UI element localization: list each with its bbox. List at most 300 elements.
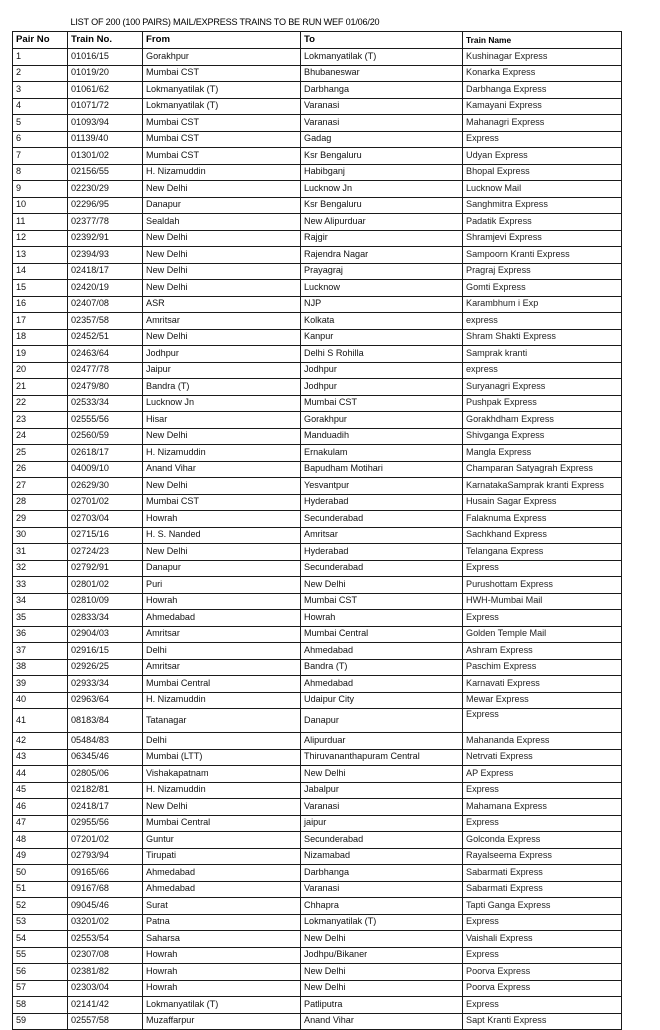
cell-pair-no: 55 [13, 947, 68, 964]
cell-from: Muzaffarpur [143, 1013, 301, 1030]
table-row [13, 997, 622, 1014]
cell-train-name: Mewar Express [463, 692, 622, 709]
train-list-table [12, 14, 622, 1030]
cell-train-name: Express [463, 709, 622, 733]
cell-train-name: Ashram Express [463, 643, 622, 660]
cell-train-no: 01019/20 [68, 65, 143, 82]
cell-pair-no: 52 [13, 898, 68, 915]
cell-pair-no: 44 [13, 766, 68, 783]
cell-from: Howrah [143, 947, 301, 964]
cell-train-name: Express [463, 131, 622, 148]
cell-pair-no: 23 [13, 412, 68, 429]
cell-pair-no: 56 [13, 964, 68, 981]
cell-pair-no: 11 [13, 214, 68, 231]
cell-train-name: Poorva Express [463, 980, 622, 997]
cell-pair-no: 42 [13, 733, 68, 750]
table-row [13, 643, 622, 660]
cell-to: Kanpur [301, 329, 463, 346]
cell-to: Darbhanga [301, 82, 463, 99]
cell-train-name: Darbhanga Express [463, 82, 622, 99]
cell-to: Rajendra Nagar [301, 247, 463, 264]
table-row [13, 428, 622, 445]
cell-to: Varanasi [301, 799, 463, 816]
cell-from: Amritsar [143, 313, 301, 330]
cell-from: Puri [143, 577, 301, 594]
cell-train-name: Husain Sagar Express [463, 494, 622, 511]
cell-train-no: 02182/81 [68, 782, 143, 799]
cell-to: Varanasi [301, 98, 463, 115]
cell-pair-no: 41 [13, 709, 68, 733]
cell-from: H. Nizamuddin [143, 782, 301, 799]
cell-to: Alipurduar [301, 733, 463, 750]
cell-from: Danapur [143, 560, 301, 577]
table-row [13, 494, 622, 511]
cell-train-name: Golden Temple Mail [463, 626, 622, 643]
cell-train-name: AP Express [463, 766, 622, 783]
cell-train-name: Sapt Kranti Express [463, 1013, 622, 1030]
table-row [13, 898, 622, 915]
cell-pair-no: 1 [13, 49, 68, 66]
cell-train-no: 02377/78 [68, 214, 143, 231]
table-row [13, 362, 622, 379]
cell-pair-no: 40 [13, 692, 68, 709]
cell-from: Ahmedabad [143, 881, 301, 898]
cell-train-name: Express [463, 782, 622, 799]
cell-from: New Delhi [143, 478, 301, 495]
cell-to: Nizamabad [301, 848, 463, 865]
cell-train-no: 09045/46 [68, 898, 143, 915]
cell-train-no: 09167/68 [68, 881, 143, 898]
cell-pair-no: 15 [13, 280, 68, 297]
table-row [13, 881, 622, 898]
table-row [13, 131, 622, 148]
cell-to: Bhubaneswar [301, 65, 463, 82]
cell-pair-no: 32 [13, 560, 68, 577]
cell-to: Amritsar [301, 527, 463, 544]
cell-from: Delhi [143, 733, 301, 750]
cell-to: Ernakulam [301, 445, 463, 462]
cell-pair-no: 38 [13, 659, 68, 676]
cell-pair-no: 49 [13, 848, 68, 865]
cell-to: Darbhanga [301, 865, 463, 882]
cell-from: New Delhi [143, 280, 301, 297]
cell-pair-no: 51 [13, 881, 68, 898]
cell-train-no: 02307/08 [68, 947, 143, 964]
cell-pair-no: 8 [13, 164, 68, 181]
table-row [13, 412, 622, 429]
cell-from: New Delhi [143, 230, 301, 247]
cell-train-no: 02420/19 [68, 280, 143, 297]
cell-pair-no: 30 [13, 527, 68, 544]
cell-train-no: 02407/08 [68, 296, 143, 313]
cell-train-name: HWH-Mumbai Mail [463, 593, 622, 610]
cell-from: Tirupati [143, 848, 301, 865]
cell-from: Patna [143, 914, 301, 931]
cell-to: NJP [301, 296, 463, 313]
cell-train-no: 02533/34 [68, 395, 143, 412]
cell-train-no: 04009/10 [68, 461, 143, 478]
cell-from: Bandra (T) [143, 379, 301, 396]
cell-to: Gadag [301, 131, 463, 148]
cell-pair-no: 28 [13, 494, 68, 511]
table-row [13, 181, 622, 198]
column-header-pair-no: Pair No [13, 32, 68, 49]
cell-to: Lucknow Jn [301, 181, 463, 198]
cell-train-name: Gorakhdham Express [463, 412, 622, 429]
cell-train-name: Paschim Express [463, 659, 622, 676]
cell-pair-no: 4 [13, 98, 68, 115]
cell-pair-no: 48 [13, 832, 68, 849]
cell-to: Prayagraj [301, 263, 463, 280]
cell-train-name: Sanghmitra Express [463, 197, 622, 214]
cell-from: Mumbai Central [143, 676, 301, 693]
cell-from: Lucknow Jn [143, 395, 301, 412]
table-row [13, 527, 622, 544]
table-row [13, 931, 622, 948]
table-row [13, 610, 622, 627]
cell-pair-no: 54 [13, 931, 68, 948]
cell-from: Sealdah [143, 214, 301, 231]
table-row [13, 49, 622, 66]
cell-from: Vishakapatnam [143, 766, 301, 783]
table-row [13, 379, 622, 396]
cell-pair-no: 16 [13, 296, 68, 313]
cell-to: New Delhi [301, 931, 463, 948]
cell-from: Danapur [143, 197, 301, 214]
cell-train-name: Falaknuma Express [463, 511, 622, 528]
cell-train-name: Udyan Express [463, 148, 622, 165]
cell-train-no: 02933/34 [68, 676, 143, 693]
cell-pair-no: 3 [13, 82, 68, 99]
cell-to: Bandra (T) [301, 659, 463, 676]
cell-train-name: Poorva Express [463, 964, 622, 981]
cell-to: Secunderabad [301, 511, 463, 528]
cell-from: Mumbai CST [143, 148, 301, 165]
cell-train-name: Shram Shakti Express [463, 329, 622, 346]
cell-train-name: Sabarmati Express [463, 881, 622, 898]
document-title: LIST OF 200 (100 PAIRS) MAIL/EXPRESS TRAINS TO BE RUN WEF 01/06/20 [70, 16, 380, 27]
table-row [13, 947, 622, 964]
cell-train-name: Champaran Satyagrah Express [463, 461, 622, 478]
cell-to: Mumbai Central [301, 626, 463, 643]
cell-train-no: 02715/16 [68, 527, 143, 544]
cell-to: New Delhi [301, 964, 463, 981]
table-row [13, 676, 622, 693]
cell-pair-no: 26 [13, 461, 68, 478]
table-row [13, 815, 622, 832]
table-row [13, 164, 622, 181]
cell-train-name: Mahananda Express [463, 733, 622, 750]
cell-train-name: Golconda Express [463, 832, 622, 849]
cell-from: Lokmanyatilak (T) [143, 82, 301, 99]
cell-train-name: Karnavati Express [463, 676, 622, 693]
cell-train-no: 02724/23 [68, 544, 143, 561]
cell-train-no: 02296/95 [68, 197, 143, 214]
cell-from: Mumbai CST [143, 65, 301, 82]
cell-pair-no: 50 [13, 865, 68, 882]
cell-train-no: 02392/91 [68, 230, 143, 247]
cell-pair-no: 36 [13, 626, 68, 643]
cell-train-no: 02394/93 [68, 247, 143, 264]
cell-train-no: 01061/62 [68, 82, 143, 99]
cell-train-no: 02156/55 [68, 164, 143, 181]
cell-from: Ahmedabad [143, 610, 301, 627]
cell-from: New Delhi [143, 428, 301, 445]
cell-train-name: Sampoorn Kranti Express [463, 247, 622, 264]
cell-to: Howrah [301, 610, 463, 627]
table-row [13, 214, 622, 231]
cell-from: New Delhi [143, 799, 301, 816]
cell-to: Lokmanyatilak (T) [301, 914, 463, 931]
cell-pair-no: 46 [13, 799, 68, 816]
title-blank-cell [13, 14, 68, 32]
cell-train-name: Suryanagri Express [463, 379, 622, 396]
cell-train-no: 02916/15 [68, 643, 143, 660]
cell-pair-no: 6 [13, 131, 68, 148]
table-row [13, 296, 622, 313]
cell-train-name: Mangla Express [463, 445, 622, 462]
table-row [13, 799, 622, 816]
cell-to: Yesvantpur [301, 478, 463, 495]
cell-pair-no: 29 [13, 511, 68, 528]
cell-pair-no: 19 [13, 346, 68, 363]
cell-train-no: 02955/56 [68, 815, 143, 832]
table-row [13, 733, 622, 750]
cell-from: H. Nizamuddin [143, 445, 301, 462]
cell-train-name: Kamayani Express [463, 98, 622, 115]
cell-train-name: Express [463, 914, 622, 931]
cell-pair-no: 31 [13, 544, 68, 561]
table-row [13, 115, 622, 132]
cell-train-no: 02904/03 [68, 626, 143, 643]
cell-train-name: Vaishali Express [463, 931, 622, 948]
cell-to: Jodhpur [301, 379, 463, 396]
cell-train-no: 02463/64 [68, 346, 143, 363]
table-row [13, 914, 622, 931]
table-row [13, 247, 622, 264]
cell-train-name: express [463, 362, 622, 379]
cell-pair-no: 35 [13, 610, 68, 627]
table-row [13, 782, 622, 799]
cell-to: Bapudham Motihari [301, 461, 463, 478]
table-row [13, 560, 622, 577]
table-row [13, 692, 622, 709]
cell-from: H. Nizamuddin [143, 692, 301, 709]
table-row [13, 197, 622, 214]
table-row [13, 848, 622, 865]
cell-to: Ksr Bengaluru [301, 197, 463, 214]
cell-to: Ahmedabad [301, 676, 463, 693]
column-header-train-name: Train Name [463, 32, 622, 49]
cell-from: ASR [143, 296, 301, 313]
cell-pair-no: 9 [13, 181, 68, 198]
cell-train-no: 09165/66 [68, 865, 143, 882]
cell-pair-no: 34 [13, 593, 68, 610]
cell-pair-no: 2 [13, 65, 68, 82]
cell-to: Secunderabad [301, 560, 463, 577]
cell-from: Howrah [143, 511, 301, 528]
cell-to: Rajgir [301, 230, 463, 247]
cell-pair-no: 22 [13, 395, 68, 412]
cell-to: Gorakhpur [301, 412, 463, 429]
cell-train-name: Express [463, 947, 622, 964]
cell-train-name: Tapti Ganga Express [463, 898, 622, 915]
cell-from: Surat [143, 898, 301, 915]
cell-to: Varanasi [301, 115, 463, 132]
cell-pair-no: 43 [13, 749, 68, 766]
table-row [13, 98, 622, 115]
cell-to: Thiruvananthapuram Central [301, 749, 463, 766]
table-row [13, 964, 622, 981]
cell-train-no: 01016/15 [68, 49, 143, 66]
column-header-from: From [143, 32, 301, 49]
cell-pair-no: 24 [13, 428, 68, 445]
cell-train-name: Pragraj Express [463, 263, 622, 280]
cell-from: Lokmanyatilak (T) [143, 997, 301, 1014]
table-row [13, 263, 622, 280]
cell-pair-no: 59 [13, 1013, 68, 1030]
cell-train-no: 02303/04 [68, 980, 143, 997]
cell-to: Mumbai CST [301, 395, 463, 412]
cell-to: jaipur [301, 815, 463, 832]
cell-train-name: Bhopal Express [463, 164, 622, 181]
cell-from: Howrah [143, 964, 301, 981]
cell-train-no: 03201/02 [68, 914, 143, 931]
cell-train-name: Konarka Express [463, 65, 622, 82]
cell-train-no: 02560/59 [68, 428, 143, 445]
cell-to: Jabalpur [301, 782, 463, 799]
cell-pair-no: 47 [13, 815, 68, 832]
cell-train-no: 02418/17 [68, 263, 143, 280]
cell-train-name: express [463, 313, 622, 330]
cell-from: New Delhi [143, 329, 301, 346]
cell-train-no: 01093/94 [68, 115, 143, 132]
cell-train-name: Express [463, 560, 622, 577]
cell-from: H. Nizamuddin [143, 164, 301, 181]
cell-train-no: 02805/06 [68, 766, 143, 783]
cell-train-no: 02381/82 [68, 964, 143, 981]
cell-pair-no: 20 [13, 362, 68, 379]
table-row [13, 1013, 622, 1030]
cell-train-name: Rayalseema Express [463, 848, 622, 865]
cell-from: Lokmanyatilak (T) [143, 98, 301, 115]
cell-pair-no: 18 [13, 329, 68, 346]
column-header-train-no: Train No. [68, 32, 143, 49]
cell-from: H. S. Nanded [143, 527, 301, 544]
cell-train-name: Sabarmati Express [463, 865, 622, 882]
cell-from: Amritsar [143, 659, 301, 676]
cell-train-no: 02963/64 [68, 692, 143, 709]
cell-pair-no: 27 [13, 478, 68, 495]
cell-from: Howrah [143, 980, 301, 997]
cell-to: Chhapra [301, 898, 463, 915]
cell-train-no: 02555/56 [68, 412, 143, 429]
cell-pair-no: 37 [13, 643, 68, 660]
cell-train-name: Purushottam Express [463, 577, 622, 594]
cell-to: Hyderabad [301, 494, 463, 511]
cell-pair-no: 13 [13, 247, 68, 264]
cell-train-name: KarnatakaSamprak kranti Express [463, 478, 622, 495]
cell-from: Mumbai CST [143, 131, 301, 148]
cell-to: Ksr Bengaluru [301, 148, 463, 165]
table-row [13, 659, 622, 676]
cell-from: New Delhi [143, 181, 301, 198]
column-header-to: To [301, 32, 463, 49]
cell-train-no: 02553/54 [68, 931, 143, 948]
cell-train-no: 02230/29 [68, 181, 143, 198]
table-row [13, 766, 622, 783]
title-row [13, 14, 622, 32]
cell-to: Lucknow [301, 280, 463, 297]
table-row [13, 65, 622, 82]
table-row [13, 280, 622, 297]
cell-from: Mumbai CST [143, 494, 301, 511]
cell-to: New Alipurduar [301, 214, 463, 231]
cell-to: Varanasi [301, 881, 463, 898]
cell-train-name: Express [463, 997, 622, 1014]
cell-from: New Delhi [143, 247, 301, 264]
cell-from: Delhi [143, 643, 301, 660]
cell-train-name: Pushpak Express [463, 395, 622, 412]
cell-train-name: Shramjevi Express [463, 230, 622, 247]
cell-pair-no: 58 [13, 997, 68, 1014]
cell-train-name: Express [463, 610, 622, 627]
cell-train-no: 02792/91 [68, 560, 143, 577]
cell-from: Jaipur [143, 362, 301, 379]
cell-train-name: Padatik Express [463, 214, 622, 231]
cell-from: Mumbai CST [143, 115, 301, 132]
cell-to: New Delhi [301, 766, 463, 783]
cell-pair-no: 5 [13, 115, 68, 132]
cell-to: Anand Vihar [301, 1013, 463, 1030]
cell-from: Gorakhpur [143, 49, 301, 66]
table-row [13, 82, 622, 99]
cell-train-no: 01071/72 [68, 98, 143, 115]
cell-from: Amritsar [143, 626, 301, 643]
cell-train-no: 02557/58 [68, 1013, 143, 1030]
cell-train-no: 08183/84 [68, 709, 143, 733]
cell-from: Guntur [143, 832, 301, 849]
cell-train-no: 02926/25 [68, 659, 143, 676]
cell-train-no: 02477/78 [68, 362, 143, 379]
cell-train-name: Express [463, 815, 622, 832]
cell-pair-no: 12 [13, 230, 68, 247]
cell-train-no: 02793/94 [68, 848, 143, 865]
cell-train-no: 02618/17 [68, 445, 143, 462]
cell-train-name: Shivganga Express [463, 428, 622, 445]
cell-from: Mumbai Central [143, 815, 301, 832]
table-row [13, 461, 622, 478]
cell-from: New Delhi [143, 544, 301, 561]
cell-train-no: 07201/02 [68, 832, 143, 849]
cell-to: Mumbai CST [301, 593, 463, 610]
cell-pair-no: 45 [13, 782, 68, 799]
table-row [13, 395, 622, 412]
table-row [13, 865, 622, 882]
cell-to: Danapur [301, 709, 463, 733]
cell-to: Delhi S Rohilla [301, 346, 463, 363]
cell-from: Ahmedabad [143, 865, 301, 882]
table-row [13, 329, 622, 346]
cell-train-no: 02141/42 [68, 997, 143, 1014]
cell-to: Jodhpur [301, 362, 463, 379]
cell-pair-no: 21 [13, 379, 68, 396]
table-row [13, 832, 622, 849]
cell-train-no: 02833/34 [68, 610, 143, 627]
table-body [13, 14, 622, 1030]
table-row [13, 511, 622, 528]
cell-train-no: 02479/80 [68, 379, 143, 396]
